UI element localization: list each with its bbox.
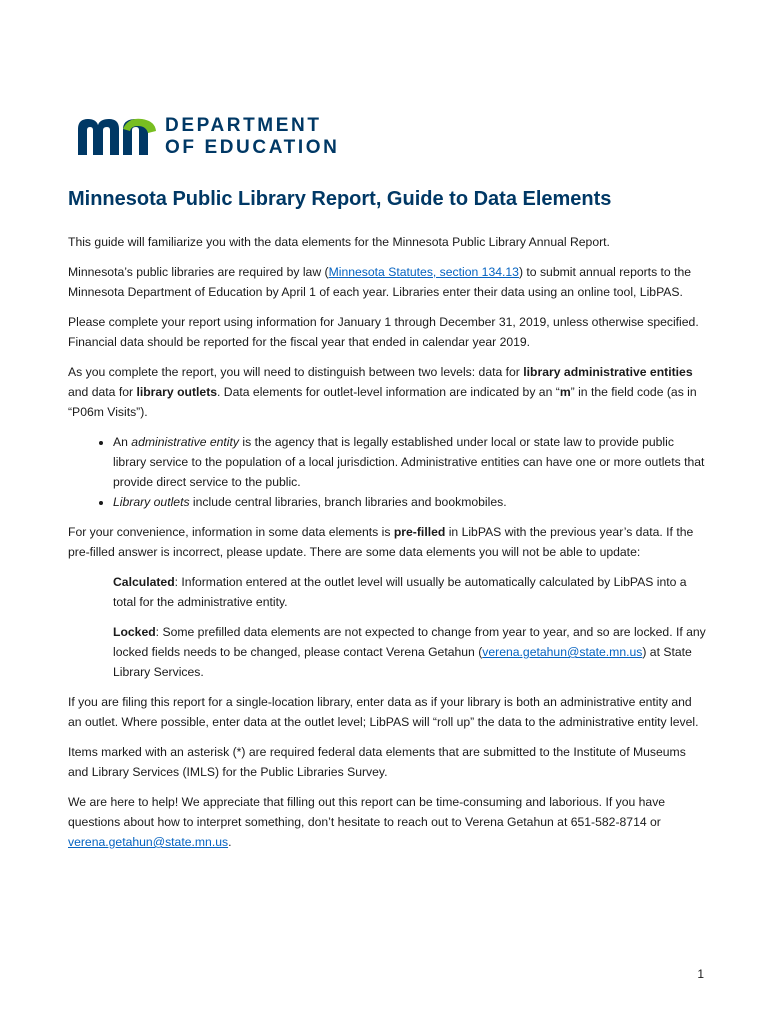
levels-bold-3: m [559, 385, 571, 399]
bullet-2-term: Library outlets [113, 495, 190, 509]
levels-paragraph [68, 362, 708, 422]
prefilled-paragraph [68, 522, 708, 562]
help-end: . [228, 835, 232, 849]
bullet-1-term: administrative entity [131, 435, 239, 449]
logo-line-1: DEPARTMENT [165, 115, 322, 136]
levels-text-2: and data for [68, 385, 137, 399]
locked-text-2: ) at State Library Services. [113, 645, 692, 679]
levels-text-4: ” in the field code (as in “P06m Visits”). [68, 385, 697, 419]
law-text-before: Minnesota’s public libraries are required by law ( [68, 265, 329, 279]
levels-bold-1: library administrative entities [523, 365, 693, 379]
logo-wordmark [165, 115, 339, 159]
locked-paragraph [68, 622, 708, 682]
logo-line-2: OF EDUCATION [165, 137, 340, 158]
help-paragraph [68, 792, 708, 852]
list-item [113, 492, 708, 512]
prefilled-text-1: For your convenience, information in some data elements is [68, 525, 394, 539]
law-paragraph [68, 262, 708, 302]
help-text: We are here to help! We appreciate that filling out this report can be time-consuming and laborious. If you have questions about how to interpret something, don’t hesitate to reach out to Verena Getahun at 651-582-8714 or [68, 795, 666, 829]
locked-text-1: : Some prefilled data elements are not expected to change from year to year, and so are locked. If any locked fields needs to be changed, please contact Verena Getahun ( [113, 625, 706, 659]
intro-paragraph: This guide will familiarize you with the data elements for the Minnesota Public Library Annual Report. [68, 235, 610, 249]
bullet-1-text: is the agency that is legally established under local or state law to provide public library service to the population of a local jurisdiction. Administrative entities can have one or more outlets that provide direct service to the public. [113, 435, 705, 489]
calculated-paragraph [68, 572, 708, 612]
bullet-2-text: include central libraries, branch libraries and bookmobiles. [189, 495, 507, 509]
calculated-text: : Information entered at the outlet level will usually be automatically calculated by LibPAS into a total for the administrative entity. [113, 575, 687, 609]
mn-logo-icon [76, 115, 158, 160]
prefilled-text-2: in LibPAS with the previous year’s data. If the pre-filled answer is incorrect, please update. There are some data elements you will not be able to update: [68, 525, 694, 559]
list-item [113, 432, 708, 492]
page-title: Minnesota Public Library Report, Guide to Data Elements [68, 188, 612, 210]
definitions-list [68, 432, 708, 512]
document-body [68, 232, 708, 862]
mde-logo [76, 115, 366, 160]
calculated-label: Calculated [113, 575, 175, 589]
statute-link[interactable]: Minnesota Statutes, section 134.13 [328, 265, 519, 279]
prefilled-bold: pre-filled [393, 525, 446, 539]
levels-bold-2: library outlets [136, 385, 218, 399]
period-paragraph: Please complete your report using information for January 1 through December 31, 2019, unless otherwise specified. Financial data should be reported for the fiscal year that ended in calendar year 2019. [68, 315, 699, 349]
bullet-1-pre: An [113, 435, 132, 449]
help-email-link[interactable]: verena.getahun@state.mn.us [68, 835, 229, 849]
page-number: 1 [697, 967, 704, 981]
law-text-after: ) to submit annual reports to the Minnesota Department of Education by April 1 of each year. Libraries enter their data using an online tool, LibPAS. [68, 265, 692, 299]
single-location-paragraph: If you are filing this report for a single-location library, enter data as if your library is both an administrative entity and an outlet. Where possible, enter data at the outlet level; LibPAS will “roll up” the data to the administrative entity level. [68, 695, 699, 729]
locked-email-link[interactable]: verena.getahun@state.mn.us [482, 645, 643, 659]
locked-label: Locked [113, 625, 156, 639]
levels-text-3: . Data elements for outlet-level information are indicated by an “ [217, 385, 560, 399]
levels-text-1: As you complete the report, you will need to distinguish between two levels: data for [68, 365, 524, 379]
asterisk-paragraph: Items marked with an asterisk (*) are required federal data elements that are submitted to the Institute of Museums and Library Services (IMLS) for the Public Libraries Survey. [68, 745, 686, 779]
